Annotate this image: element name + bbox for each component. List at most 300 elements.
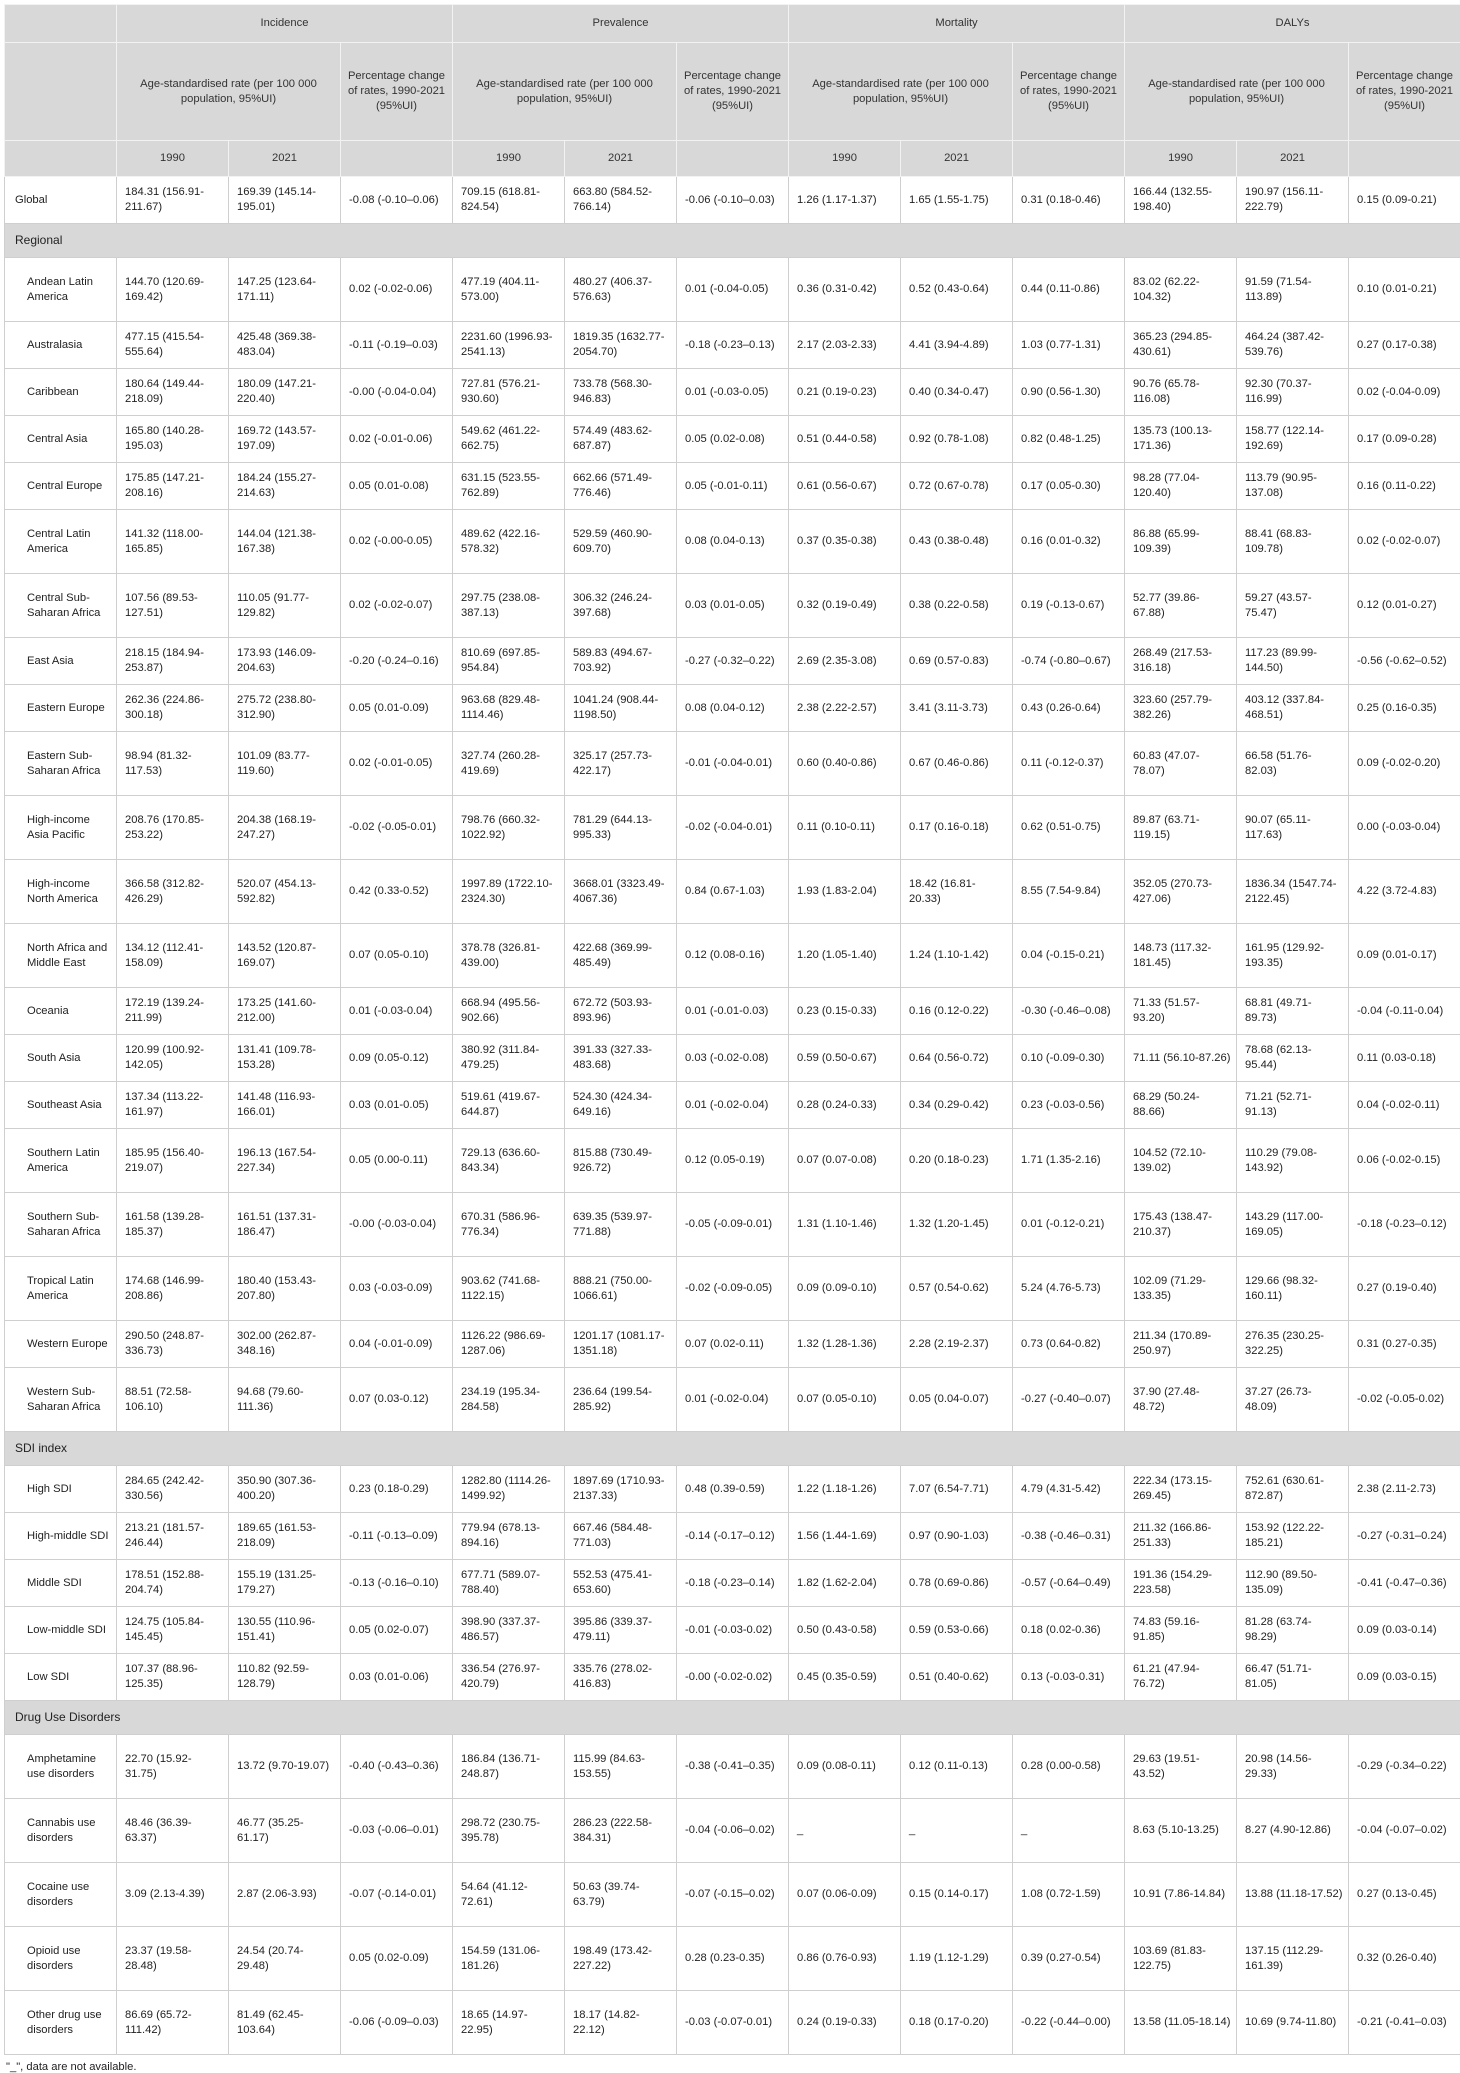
header-blank xyxy=(1013,141,1125,177)
table-cell: 0.01 (-0.12-0.21) xyxy=(1013,1193,1125,1257)
row-label: Low SDI xyxy=(5,1654,117,1701)
table-cell: 1.19 (1.12-1.29) xyxy=(901,1927,1013,1991)
table-cell: -0.00 (-0.03-0.04) xyxy=(341,1193,453,1257)
table-cell: 2231.60 (1996.93-2541.13) xyxy=(453,322,565,369)
row-label: Middle SDI xyxy=(5,1560,117,1607)
table-cell: 574.49 (483.62-687.87) xyxy=(565,416,677,463)
table-cell: 1.65 (1.55-1.75) xyxy=(901,177,1013,224)
table-cell: 66.58 (51.76-82.03) xyxy=(1237,732,1349,796)
table-cell: 131.41 (109.78-153.28) xyxy=(229,1035,341,1082)
row-label: Global xyxy=(5,177,117,224)
table-cell: 662.66 (571.49-776.46) xyxy=(565,463,677,510)
table-cell: 268.49 (217.53-316.18) xyxy=(1125,638,1237,685)
table-cell: 0.11 (0.03-0.18) xyxy=(1349,1035,1460,1082)
table-cell: 204.38 (168.19-247.27) xyxy=(229,796,341,860)
table-cell: 391.33 (327.33-483.68) xyxy=(565,1035,677,1082)
table-cell: 22.70 (15.92-31.75) xyxy=(117,1735,229,1799)
table-container xyxy=(4,4,1456,2073)
table-cell: 0.92 (0.78-1.08) xyxy=(901,416,1013,463)
table-cell: 130.55 (110.96-151.41) xyxy=(229,1607,341,1654)
row-label: Western Sub-Saharan Africa xyxy=(5,1368,117,1432)
row-label: Caribbean xyxy=(5,369,117,416)
table-cell: 1041.24 (908.44-1198.50) xyxy=(565,685,677,732)
table-cell: -0.13 (-0.16–0.10) xyxy=(341,1560,453,1607)
table-cell: 78.68 (62.13-95.44) xyxy=(1237,1035,1349,1082)
table-cell: 0.27 (0.13-0.45) xyxy=(1349,1863,1460,1927)
row-label: Tropical Latin America xyxy=(5,1257,117,1321)
table-cell: 66.47 (51.71-81.05) xyxy=(1237,1654,1349,1701)
table-cell: 2.38 (2.11-2.73) xyxy=(1349,1466,1460,1513)
table-cell: 2.28 (2.19-2.37) xyxy=(901,1321,1013,1368)
table-cell: 398.90 (337.37-486.57) xyxy=(453,1607,565,1654)
table-row xyxy=(5,416,1460,463)
table-cell: 0.09 (0.01-0.17) xyxy=(1349,924,1460,988)
row-label: Central Europe xyxy=(5,463,117,510)
table-cell: 175.85 (147.21-208.16) xyxy=(117,463,229,510)
table-cell: 166.44 (132.55-198.40) xyxy=(1125,177,1237,224)
table-cell: 0.84 (0.67-1.03) xyxy=(677,860,789,924)
row-label: East Asia xyxy=(5,638,117,685)
table-cell: -0.30 (-0.46–0.08) xyxy=(1013,988,1125,1035)
section-title: Regional xyxy=(5,224,1460,258)
table-cell: 0.13 (-0.03-0.31) xyxy=(1013,1654,1125,1701)
table-cell: 2.69 (2.35-3.08) xyxy=(789,638,901,685)
table-cell: 1819.35 (1632.77-2054.70) xyxy=(565,322,677,369)
table-cell: 425.48 (369.38-483.04) xyxy=(229,322,341,369)
table-cell: 129.66 (98.32-160.11) xyxy=(1237,1257,1349,1321)
table-cell: 0.43 (0.38-0.48) xyxy=(901,510,1013,574)
table-row xyxy=(5,860,1460,924)
table-cell: 8.55 (7.54-9.84) xyxy=(1013,860,1125,924)
table-cell: 489.62 (422.16-578.32) xyxy=(453,510,565,574)
table-cell: 888.21 (750.00-1066.61) xyxy=(565,1257,677,1321)
table-cell: -0.05 (-0.09-0.01) xyxy=(677,1193,789,1257)
table-cell: 0.24 (0.19-0.33) xyxy=(789,1991,901,2055)
table-cell: 0.34 (0.29-0.42) xyxy=(901,1082,1013,1129)
row-label: Cannabis use disorders xyxy=(5,1799,117,1863)
table-cell: -0.07 (-0.15–0.02) xyxy=(677,1863,789,1927)
table-cell: 0.05 (0.02-0.07) xyxy=(341,1607,453,1654)
table-cell: 89.87 (63.71-119.15) xyxy=(1125,796,1237,860)
table-cell: 0.86 (0.76-0.93) xyxy=(789,1927,901,1991)
header-corner xyxy=(5,5,117,43)
header-year-2021: 2021 xyxy=(901,141,1013,177)
table-cell: 222.34 (173.15-269.45) xyxy=(1125,1466,1237,1513)
table-row xyxy=(5,1513,1460,1560)
table-cell: 0.09 (0.08-0.11) xyxy=(789,1735,901,1799)
table-cell: 18.42 (16.81-20.33) xyxy=(901,860,1013,924)
table-row xyxy=(5,510,1460,574)
table-cell: 4.22 (3.72-4.83) xyxy=(1349,860,1460,924)
header-pct-change: Percentage change of rates, 1990-2021 (95%UI) xyxy=(677,43,789,141)
table-cell: 275.72 (238.80-312.90) xyxy=(229,685,341,732)
table-row xyxy=(5,177,1460,224)
table-cell: 327.74 (260.28-419.69) xyxy=(453,732,565,796)
table-row xyxy=(5,1560,1460,1607)
header-rate: Age-standardised rate (per 100 000 population, 95%UI) xyxy=(1125,43,1349,141)
header-pct-change: Percentage change of rates, 1990-2021 (95%UI) xyxy=(1349,43,1460,141)
table-cell: 143.29 (117.00-169.05) xyxy=(1237,1193,1349,1257)
table-cell: 37.90 (27.48-48.72) xyxy=(1125,1368,1237,1432)
table-row xyxy=(5,369,1460,416)
table-cell: 0.02 (-0.01-0.05) xyxy=(341,732,453,796)
table-cell: 380.92 (311.84-479.25) xyxy=(453,1035,565,1082)
table-cell: -0.38 (-0.46–0.31) xyxy=(1013,1513,1125,1560)
table-cell: 0.20 (0.18-0.23) xyxy=(901,1129,1013,1193)
table-cell: 236.64 (199.54-285.92) xyxy=(565,1368,677,1432)
header-rate: Age-standardised rate (per 100 000 population, 95%UI) xyxy=(453,43,677,141)
table-cell: 98.28 (77.04-120.40) xyxy=(1125,463,1237,510)
header-blank xyxy=(677,141,789,177)
table-cell: 0.61 (0.56-0.67) xyxy=(789,463,901,510)
table-cell: -0.08 (-0.10–0.06) xyxy=(341,177,453,224)
table-cell: 0.11 (-0.12-0.37) xyxy=(1013,732,1125,796)
table-cell: 1282.80 (1114.26-1499.92) xyxy=(453,1466,565,1513)
table-cell: 903.62 (741.68-1122.15) xyxy=(453,1257,565,1321)
table-cell: 0.16 (0.12-0.22) xyxy=(901,988,1013,1035)
table-cell: 20.98 (14.56-29.33) xyxy=(1237,1735,1349,1799)
table-cell: 1836.34 (1547.74-2122.45) xyxy=(1237,860,1349,924)
table-cell: 165.80 (140.28-195.03) xyxy=(117,416,229,463)
table-cell: 0.15 (0.14-0.17) xyxy=(901,1863,1013,1927)
table-cell: 0.51 (0.44-0.58) xyxy=(789,416,901,463)
table-cell: 148.73 (117.32-181.45) xyxy=(1125,924,1237,988)
table-row xyxy=(5,1654,1460,1701)
table-row xyxy=(5,574,1460,638)
row-label: Southern Latin America xyxy=(5,1129,117,1193)
table-cell: 189.65 (161.53-218.09) xyxy=(229,1513,341,1560)
table-cell: 524.30 (424.34-649.16) xyxy=(565,1082,677,1129)
table-cell: 92.30 (70.37-116.99) xyxy=(1237,369,1349,416)
table-cell: 13.88 (11.18-17.52) xyxy=(1237,1863,1349,1927)
table-cell: 1.31 (1.10-1.46) xyxy=(789,1193,901,1257)
table-cell: 0.07 (0.06-0.09) xyxy=(789,1863,901,1927)
table-cell: 520.07 (454.13-592.82) xyxy=(229,860,341,924)
table-cell: -0.00 (-0.02-0.02) xyxy=(677,1654,789,1701)
table-cell: -0.20 (-0.24–0.16) xyxy=(341,638,453,685)
table-row xyxy=(5,1991,1460,2055)
table-cell: 113.79 (90.95-137.08) xyxy=(1237,463,1349,510)
row-label: North Africa and Middle East xyxy=(5,924,117,988)
row-label: Central Sub-Saharan Africa xyxy=(5,574,117,638)
table-cell: 48.46 (36.39-63.37) xyxy=(117,1799,229,1863)
table-cell: 677.71 (589.07-788.40) xyxy=(453,1560,565,1607)
table-cell: 46.77 (35.25-61.17) xyxy=(229,1799,341,1863)
section-title: Drug Use Disorders xyxy=(5,1701,1460,1735)
row-label: Oceania xyxy=(5,988,117,1035)
table-cell: 161.51 (137.31-186.47) xyxy=(229,1193,341,1257)
table-cell: 0.42 (0.33-0.52) xyxy=(341,860,453,924)
table-cell: 0.05 (0.01-0.09) xyxy=(341,685,453,732)
table-cell: 1201.17 (1081.17-1351.18) xyxy=(565,1321,677,1368)
table-cell: 50.63 (39.74-63.79) xyxy=(565,1863,677,1927)
row-label: High-income North America xyxy=(5,860,117,924)
table-cell: 663.80 (584.52-766.14) xyxy=(565,177,677,224)
table-cell: 0.07 (0.03-0.12) xyxy=(341,1368,453,1432)
table-cell: 8.63 (5.10-13.25) xyxy=(1125,1799,1237,1863)
table-cell: 302.00 (262.87-348.16) xyxy=(229,1321,341,1368)
table-cell: 323.60 (257.79-382.26) xyxy=(1125,685,1237,732)
table-cell: 286.23 (222.58-384.31) xyxy=(565,1799,677,1863)
table-cell: 0.17 (0.05-0.30) xyxy=(1013,463,1125,510)
table-cell: 134.12 (112.41-158.09) xyxy=(117,924,229,988)
table-cell: 0.12 (0.05-0.19) xyxy=(677,1129,789,1193)
table-cell: 110.05 (91.77-129.82) xyxy=(229,574,341,638)
table-cell: 54.64 (41.12-72.61) xyxy=(453,1863,565,1927)
table-cell: 0.12 (0.08-0.16) xyxy=(677,924,789,988)
table-cell: 68.81 (49.71-89.73) xyxy=(1237,988,1349,1035)
table-cell: 184.24 (155.27-214.63) xyxy=(229,463,341,510)
table-cell: 153.92 (122.22-185.21) xyxy=(1237,1513,1349,1560)
table-cell: 0.11 (0.10-0.11) xyxy=(789,796,901,860)
table-cell: -0.21 (-0.41–0.03) xyxy=(1349,1991,1460,2055)
table-cell: 284.65 (242.42-330.56) xyxy=(117,1466,229,1513)
table-cell: 18.17 (14.82-22.12) xyxy=(565,1991,677,2055)
table-cell: 120.99 (100.92-142.05) xyxy=(117,1035,229,1082)
table-cell: 1.93 (1.83-2.04) xyxy=(789,860,901,924)
table-cell: 0.10 (0.01-0.21) xyxy=(1349,258,1460,322)
table-cell: 0.19 (-0.13-0.67) xyxy=(1013,574,1125,638)
table-cell: 175.43 (138.47-210.37) xyxy=(1125,1193,1237,1257)
table-cell: -0.74 (-0.80–0.67) xyxy=(1013,638,1125,685)
table-cell: -0.11 (-0.13–0.09) xyxy=(341,1513,453,1560)
table-cell: 24.54 (20.74-29.48) xyxy=(229,1927,341,1991)
table-cell: 0.16 (0.11-0.22) xyxy=(1349,463,1460,510)
table-cell: -0.00 (-0.04-0.04) xyxy=(341,369,453,416)
table-cell: 0.07 (0.05-0.10) xyxy=(789,1368,901,1432)
table-cell: -0.07 (-0.14-0.01) xyxy=(341,1863,453,1927)
table-cell: 0.08 (0.04-0.12) xyxy=(677,685,789,732)
table-cell: 110.82 (92.59-128.79) xyxy=(229,1654,341,1701)
table-cell: 0.32 (0.26-0.40) xyxy=(1349,1927,1460,1991)
table-cell: 0.36 (0.31-0.42) xyxy=(789,258,901,322)
table-cell: 667.46 (584.48-771.03) xyxy=(565,1513,677,1560)
table-cell: 180.64 (149.44-218.09) xyxy=(117,369,229,416)
table-cell: 0.06 (-0.02-0.15) xyxy=(1349,1129,1460,1193)
section-header xyxy=(5,1701,1460,1735)
table-cell: -0.41 (-0.47–0.36) xyxy=(1349,1560,1460,1607)
table-cell: 366.58 (312.82-426.29) xyxy=(117,860,229,924)
table-cell: 631.15 (523.55-762.89) xyxy=(453,463,565,510)
table-cell: 0.21 (0.19-0.23) xyxy=(789,369,901,416)
table-cell: 0.07 (0.05-0.10) xyxy=(341,924,453,988)
table-cell: 1.24 (1.10-1.42) xyxy=(901,924,1013,988)
table-cell: 147.25 (123.64-171.11) xyxy=(229,258,341,322)
table-row xyxy=(5,924,1460,988)
table-cell: -0.01 (-0.04-0.01) xyxy=(677,732,789,796)
table-cell: 0.09 (0.03-0.14) xyxy=(1349,1607,1460,1654)
table-cell: 0.90 (0.56-1.30) xyxy=(1013,369,1125,416)
table-cell: 155.19 (131.25-179.27) xyxy=(229,1560,341,1607)
table-cell: -0.18 (-0.23–0.12) xyxy=(1349,1193,1460,1257)
table-row xyxy=(5,1035,1460,1082)
table-cell: 2.17 (2.03-2.33) xyxy=(789,322,901,369)
table-header xyxy=(5,5,1460,177)
table-cell: 0.15 (0.09-0.21) xyxy=(1349,177,1460,224)
table-cell: 213.21 (181.57-246.44) xyxy=(117,1513,229,1560)
table-cell: 0.03 (-0.02-0.08) xyxy=(677,1035,789,1082)
table-cell: 191.36 (154.29-223.58) xyxy=(1125,1560,1237,1607)
table-cell: 1.32 (1.20-1.45) xyxy=(901,1193,1013,1257)
table-cell: 90.07 (65.11-117.63) xyxy=(1237,796,1349,860)
table-cell: 0.10 (-0.09-0.30) xyxy=(1013,1035,1125,1082)
table-cell: 1.08 (0.72-1.59) xyxy=(1013,1863,1125,1927)
table-cell: 529.59 (460.90-609.70) xyxy=(565,510,677,574)
table-cell: 297.75 (238.08-387.13) xyxy=(453,574,565,638)
table-cell: 0.03 (0.01-0.05) xyxy=(341,1082,453,1129)
table-cell: 4.41 (3.94-4.89) xyxy=(901,322,1013,369)
row-label: Australasia xyxy=(5,322,117,369)
table-cell: 112.90 (89.50-135.09) xyxy=(1237,1560,1349,1607)
table-cell: 352.05 (270.73-427.06) xyxy=(1125,860,1237,924)
table-cell: 336.54 (276.97-420.79) xyxy=(453,1654,565,1701)
table-cell: 378.78 (326.81-439.00) xyxy=(453,924,565,988)
table-cell: 0.67 (0.46-0.86) xyxy=(901,732,1013,796)
table-cell: _ xyxy=(1013,1799,1125,1863)
table-cell: 306.32 (246.24-397.68) xyxy=(565,574,677,638)
table-row xyxy=(5,1466,1460,1513)
table-row xyxy=(5,638,1460,685)
table-cell: _ xyxy=(901,1799,1013,1863)
table-cell: 52.77 (39.86-67.88) xyxy=(1125,574,1237,638)
table-cell: 13.58 (11.05-18.14) xyxy=(1125,1991,1237,2055)
table-cell: 74.83 (59.16-91.85) xyxy=(1125,1607,1237,1654)
table-cell: 91.59 (71.54-113.89) xyxy=(1237,258,1349,322)
table-cell: 0.01 (-0.03-0.04) xyxy=(341,988,453,1035)
table-cell: 0.02 (-0.00-0.05) xyxy=(341,510,453,574)
table-cell: 141.48 (116.93-166.01) xyxy=(229,1082,341,1129)
table-cell: 71.33 (51.57-93.20) xyxy=(1125,988,1237,1035)
table-cell: 0.07 (0.07-0.08) xyxy=(789,1129,901,1193)
table-cell: 185.95 (156.40-219.07) xyxy=(117,1129,229,1193)
table-cell: 365.23 (294.85-430.61) xyxy=(1125,322,1237,369)
table-cell: 196.13 (167.54-227.34) xyxy=(229,1129,341,1193)
table-cell: 0.18 (0.02-0.36) xyxy=(1013,1607,1125,1654)
table-cell: -0.27 (-0.40–0.07) xyxy=(1013,1368,1125,1432)
table-cell: 0.05 (0.02-0.08) xyxy=(677,416,789,463)
table-cell: 60.83 (47.07-78.07) xyxy=(1125,732,1237,796)
table-cell: -0.02 (-0.09-0.05) xyxy=(677,1257,789,1321)
table-cell: 117.23 (89.99-144.50) xyxy=(1237,638,1349,685)
table-cell: 59.27 (43.57-75.47) xyxy=(1237,574,1349,638)
table-cell: 0.02 (-0.04-0.09) xyxy=(1349,369,1460,416)
table-row xyxy=(5,988,1460,1035)
table-row xyxy=(5,1321,1460,1368)
table-cell: 186.84 (136.71-248.87) xyxy=(453,1735,565,1799)
table-cell: 137.34 (113.22-161.97) xyxy=(117,1082,229,1129)
table-cell: 0.59 (0.50-0.67) xyxy=(789,1035,901,1082)
row-label: Amphetamine use disorders xyxy=(5,1735,117,1799)
table-cell: -0.11 (-0.19–0.03) xyxy=(341,322,453,369)
table-cell: 0.00 (-0.03-0.04) xyxy=(1349,796,1460,860)
table-cell: 519.61 (419.67-644.87) xyxy=(453,1082,565,1129)
table-body xyxy=(5,177,1460,2055)
table-cell: 0.23 (0.18-0.29) xyxy=(341,1466,453,1513)
table-cell: 0.09 (0.05-0.12) xyxy=(341,1035,453,1082)
section-header xyxy=(5,224,1460,258)
table-cell: 0.31 (0.18-0.46) xyxy=(1013,177,1125,224)
table-cell: 10.69 (9.74-11.80) xyxy=(1237,1991,1349,2055)
row-label: Low-middle SDI xyxy=(5,1607,117,1654)
table-cell: 0.27 (0.19-0.40) xyxy=(1349,1257,1460,1321)
table-cell: 0.03 (0.01-0.06) xyxy=(341,1654,453,1701)
row-label: High-income Asia Pacific xyxy=(5,796,117,860)
table-cell: 298.72 (230.75-395.78) xyxy=(453,1799,565,1863)
table-cell: 124.75 (105.84-145.45) xyxy=(117,1607,229,1654)
header-group-incidence: Incidence xyxy=(117,5,453,43)
table-cell: 798.76 (660.32-1022.92) xyxy=(453,796,565,860)
table-cell: 0.04 (-0.02-0.11) xyxy=(1349,1082,1460,1129)
table-row xyxy=(5,1927,1460,1991)
table-cell: 4.79 (4.31-5.42) xyxy=(1013,1466,1125,1513)
row-label: Andean Latin America xyxy=(5,258,117,322)
table-cell: 0.02 (-0.01-0.06) xyxy=(341,416,453,463)
section-title: SDI index xyxy=(5,1432,1460,1466)
header-pct-change: Percentage change of rates, 1990-2021 (95%UI) xyxy=(1013,43,1125,141)
table-cell: 218.15 (184.94-253.87) xyxy=(117,638,229,685)
table-cell: -0.04 (-0.11-0.04) xyxy=(1349,988,1460,1035)
table-cell: 0.39 (0.27-0.54) xyxy=(1013,1927,1125,1991)
table-cell: -0.14 (-0.17–0.12) xyxy=(677,1513,789,1560)
table-cell: 0.16 (0.01-0.32) xyxy=(1013,510,1125,574)
table-cell: 174.68 (146.99-208.86) xyxy=(117,1257,229,1321)
table-cell: 68.29 (50.24-88.66) xyxy=(1125,1082,1237,1129)
table-cell: 589.83 (494.67-703.92) xyxy=(565,638,677,685)
table-cell: 729.13 (636.60-843.34) xyxy=(453,1129,565,1193)
table-row xyxy=(5,463,1460,510)
table-cell: 0.01 (-0.01-0.03) xyxy=(677,988,789,1035)
table-cell: 0.69 (0.57-0.83) xyxy=(901,638,1013,685)
header-group-prevalence: Prevalence xyxy=(453,5,789,43)
table-cell: 81.28 (63.74-98.29) xyxy=(1237,1607,1349,1654)
table-cell: -0.56 (-0.62–0.52) xyxy=(1349,638,1460,685)
table-cell: 8.27 (4.90-12.86) xyxy=(1237,1799,1349,1863)
row-label: Western Europe xyxy=(5,1321,117,1368)
table-cell: 0.17 (0.09-0.28) xyxy=(1349,416,1460,463)
table-footnote: "_", data are not available. xyxy=(4,2055,1456,2073)
table-cell: 3.09 (2.13-4.39) xyxy=(117,1863,229,1927)
table-cell: -0.02 (-0.04-0.01) xyxy=(677,796,789,860)
table-cell: 0.03 (-0.03-0.09) xyxy=(341,1257,453,1321)
table-cell: 18.65 (14.97-22.95) xyxy=(453,1991,565,2055)
table-cell: -0.18 (-0.23–0.13) xyxy=(677,322,789,369)
table-cell: 0.64 (0.56-0.72) xyxy=(901,1035,1013,1082)
table-cell: 0.43 (0.26-0.64) xyxy=(1013,685,1125,732)
header-blank xyxy=(341,141,453,177)
table-cell: 672.72 (503.93-893.96) xyxy=(565,988,677,1035)
table-cell: 0.01 (-0.02-0.04) xyxy=(677,1082,789,1129)
table-row xyxy=(5,1735,1460,1799)
table-cell: 71.21 (52.71-91.13) xyxy=(1237,1082,1349,1129)
table-cell: 13.72 (9.70-19.07) xyxy=(229,1735,341,1799)
table-cell: -0.04 (-0.06–0.02) xyxy=(677,1799,789,1863)
table-cell: 0.62 (0.51-0.75) xyxy=(1013,796,1125,860)
table-cell: 1126.22 (986.69-1287.06) xyxy=(453,1321,565,1368)
table-cell: 0.50 (0.43-0.58) xyxy=(789,1607,901,1654)
table-cell: -0.40 (-0.43–0.36) xyxy=(341,1735,453,1799)
table-cell: 477.15 (415.54-555.64) xyxy=(117,322,229,369)
table-cell: 71.11 (56.10-87.26) xyxy=(1125,1035,1237,1082)
row-label: Central Latin America xyxy=(5,510,117,574)
table-cell: 0.60 (0.40-0.86) xyxy=(789,732,901,796)
table-cell: 3668.01 (3323.49-4067.36) xyxy=(565,860,677,924)
table-cell: 0.09 (0.03-0.15) xyxy=(1349,1654,1460,1701)
table-cell: 86.88 (65.99-109.39) xyxy=(1125,510,1237,574)
header-year-2021: 2021 xyxy=(1237,141,1349,177)
table-cell: -0.27 (-0.32–0.22) xyxy=(677,638,789,685)
table-cell: 779.94 (678.13-894.16) xyxy=(453,1513,565,1560)
table-cell: 670.31 (586.96-776.34) xyxy=(453,1193,565,1257)
